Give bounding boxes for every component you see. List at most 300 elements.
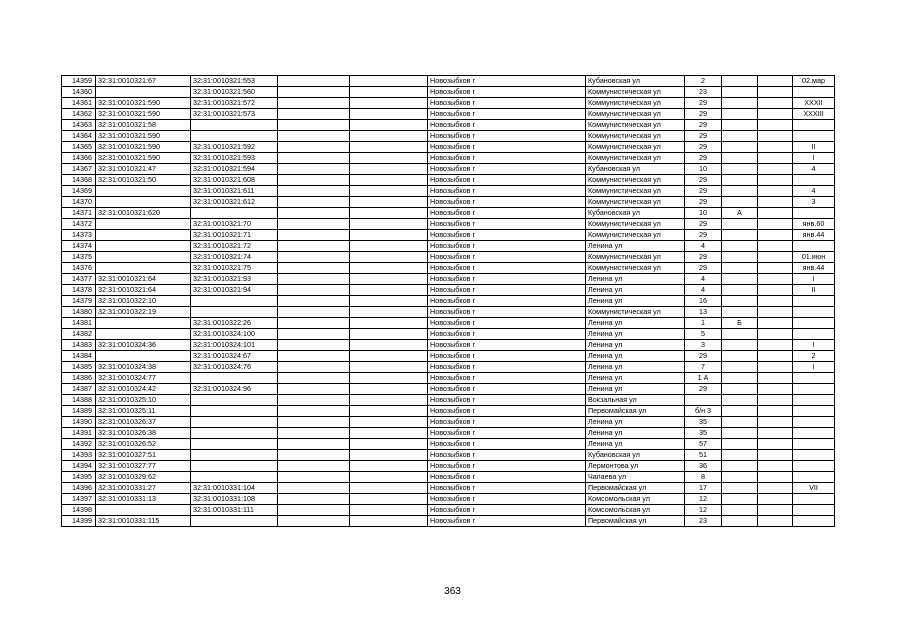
table-row	[62, 307, 835, 318]
cell-blank-col-4	[278, 109, 350, 120]
table-row	[62, 274, 835, 285]
cell-house-number: 2	[685, 76, 722, 87]
cell-room-number: II	[793, 142, 835, 153]
cell-house-letter	[722, 450, 758, 461]
cell-cadastral-number: 32:31:0010326:52	[96, 439, 191, 450]
cell-building-cadastral-number: 32:31:0010321:594	[191, 164, 278, 175]
cell-blank-col-4	[278, 329, 350, 340]
table-row	[62, 142, 835, 153]
cell-record-number: 14382	[62, 329, 96, 340]
cell-house-letter	[722, 406, 758, 417]
cell-blank-col-4	[278, 384, 350, 395]
cell-building-number	[758, 175, 793, 186]
cell-building-cadastral-number	[191, 395, 278, 406]
cell-cadastral-number	[96, 318, 191, 329]
cell-settlement: Новозыбков г	[428, 329, 586, 340]
cell-house-letter	[722, 175, 758, 186]
cell-street: Кубановская ул	[586, 164, 685, 175]
cell-blank-col-5	[350, 428, 428, 439]
cell-street: Ленина ул	[586, 285, 685, 296]
cell-building-number	[758, 76, 793, 87]
cell-blank-col-4	[278, 131, 350, 142]
table-row	[62, 76, 835, 87]
cell-building-number	[758, 483, 793, 494]
cell-house-number: 4	[685, 241, 722, 252]
cell-street: Комсомольская ул	[586, 494, 685, 505]
cell-street: Первомайская ул	[586, 406, 685, 417]
cell-house-number: 10	[685, 208, 722, 219]
table-row	[62, 428, 835, 439]
cell-room-number	[793, 87, 835, 98]
cell-blank-col-5	[350, 362, 428, 373]
cell-house-letter	[722, 87, 758, 98]
cell-building-number	[758, 153, 793, 164]
cell-blank-col-4	[278, 175, 350, 186]
cell-cadastral-number: 32:31:0010326:37	[96, 417, 191, 428]
cell-street: Ленина ул	[586, 351, 685, 362]
cell-room-number	[793, 505, 835, 516]
table-row	[62, 153, 835, 164]
cell-room-number: 01.июн	[793, 252, 835, 263]
cell-cadastral-number: 32:31:0010324:38	[96, 362, 191, 373]
cell-cadastral-number: 32:31:0010321:50	[96, 175, 191, 186]
cell-settlement: Новозыбков г	[428, 175, 586, 186]
cell-blank-col-4	[278, 230, 350, 241]
cell-building-cadastral-number: 32:31:0010321:612	[191, 197, 278, 208]
cell-street: Ленина ул	[586, 340, 685, 351]
cell-building-cadastral-number: 32:31:0010321:592	[191, 142, 278, 153]
table-row	[62, 230, 835, 241]
cell-building-cadastral-number: 32:31:0010321:71	[191, 230, 278, 241]
cell-house-number: 57	[685, 439, 722, 450]
table-row	[62, 197, 835, 208]
cell-cadastral-number: 32:31:0010321:67	[96, 76, 191, 87]
cell-blank-col-5	[350, 329, 428, 340]
cell-settlement: Новозыбков г	[428, 98, 586, 109]
cell-cadastral-number: 32:31:0010321:590	[96, 153, 191, 164]
cell-blank-col-5	[350, 450, 428, 461]
cell-record-number: 14365	[62, 142, 96, 153]
cell-blank-col-5	[350, 406, 428, 417]
cell-building-number	[758, 142, 793, 153]
cell-blank-col-5	[350, 296, 428, 307]
cell-record-number: 14364	[62, 131, 96, 142]
cell-blank-col-5	[350, 252, 428, 263]
table-row	[62, 384, 835, 395]
cell-house-number: 4	[685, 285, 722, 296]
cell-building-cadastral-number: 32:31:0010321:75	[191, 263, 278, 274]
cell-blank-col-5	[350, 120, 428, 131]
cell-blank-col-5	[350, 98, 428, 109]
cell-house-letter	[722, 329, 758, 340]
cell-building-number	[758, 373, 793, 384]
cell-settlement: Новозыбков г	[428, 307, 586, 318]
cell-blank-col-4	[278, 153, 350, 164]
cell-house-number: 29	[685, 219, 722, 230]
table-row	[62, 406, 835, 417]
cell-cadastral-number: 32:31:0010322:10	[96, 296, 191, 307]
cell-building-cadastral-number	[191, 120, 278, 131]
cell-settlement: Новозыбков г	[428, 450, 586, 461]
cell-record-number: 14359	[62, 76, 96, 87]
table-row	[62, 362, 835, 373]
cell-record-number: 14396	[62, 483, 96, 494]
cell-record-number: 14371	[62, 208, 96, 219]
cell-building-number	[758, 120, 793, 131]
cell-blank-col-4	[278, 208, 350, 219]
cell-cadastral-number: 32:31:0010324:77	[96, 373, 191, 384]
cell-blank-col-5	[350, 87, 428, 98]
cell-blank-col-4	[278, 252, 350, 263]
cell-settlement: Новозыбков г	[428, 109, 586, 120]
cell-building-number	[758, 428, 793, 439]
cell-room-number: янв.44	[793, 263, 835, 274]
cell-house-number: 10	[685, 164, 722, 175]
cell-blank-col-4	[278, 197, 350, 208]
cell-building-number	[758, 109, 793, 120]
cell-building-number	[758, 351, 793, 362]
cell-record-number: 14398	[62, 505, 96, 516]
cell-record-number: 14370	[62, 197, 96, 208]
cell-building-cadastral-number: 32:31:0010321:593	[191, 153, 278, 164]
cell-house-number: 29	[685, 131, 722, 142]
cell-street: Ленина ул	[586, 318, 685, 329]
cell-house-letter	[722, 483, 758, 494]
cell-blank-col-4	[278, 373, 350, 384]
table-row	[62, 329, 835, 340]
cell-street: Коммунистическая ул	[586, 197, 685, 208]
cell-record-number: 14394	[62, 461, 96, 472]
cell-house-letter	[722, 186, 758, 197]
cell-house-letter: Б	[722, 318, 758, 329]
cell-record-number: 14390	[62, 417, 96, 428]
cell-settlement: Новозыбков г	[428, 274, 586, 285]
cell-street: Ленина ул	[586, 274, 685, 285]
table-row	[62, 164, 835, 175]
cell-settlement: Новозыбков г	[428, 417, 586, 428]
cell-building-number	[758, 461, 793, 472]
cell-cadastral-number: 32:31:0010327:51	[96, 450, 191, 461]
cell-room-number: II	[793, 285, 835, 296]
cell-house-letter	[722, 417, 758, 428]
cell-cadastral-number	[96, 241, 191, 252]
cell-house-letter	[722, 98, 758, 109]
cell-cadastral-number: 32:31:0010321:590	[96, 109, 191, 120]
cell-building-cadastral-number: 32:31:0010321:573	[191, 109, 278, 120]
cell-building-number	[758, 296, 793, 307]
cell-house-number: 29	[685, 175, 722, 186]
cell-room-number	[793, 120, 835, 131]
cell-room-number: янв.44	[793, 230, 835, 241]
cell-blank-col-5	[350, 153, 428, 164]
table-row	[62, 340, 835, 351]
cell-street: Коммунистическая ул	[586, 175, 685, 186]
cell-blank-col-5	[350, 472, 428, 483]
cell-building-cadastral-number	[191, 296, 278, 307]
cell-blank-col-5	[350, 274, 428, 285]
cell-record-number: 14391	[62, 428, 96, 439]
cell-record-number: 14362	[62, 109, 96, 120]
cell-settlement: Новозыбков г	[428, 516, 586, 527]
cell-street: Лермонтова ул	[586, 461, 685, 472]
cell-house-letter	[722, 76, 758, 87]
cell-cadastral-number: 32:31:0010325:11	[96, 406, 191, 417]
cell-room-number	[793, 131, 835, 142]
cell-building-number	[758, 505, 793, 516]
cell-house-letter	[722, 274, 758, 285]
table-row	[62, 120, 835, 131]
cell-house-number: 29	[685, 186, 722, 197]
cell-record-number: 14392	[62, 439, 96, 450]
cell-blank-col-5	[350, 186, 428, 197]
table-row	[62, 109, 835, 120]
cell-room-number	[793, 241, 835, 252]
cell-blank-col-5	[350, 395, 428, 406]
cell-blank-col-4	[278, 164, 350, 175]
cell-blank-col-4	[278, 483, 350, 494]
cell-building-cadastral-number: 32:31:0010331:111	[191, 505, 278, 516]
table-row	[62, 131, 835, 142]
cell-building-number	[758, 406, 793, 417]
cell-house-number: 36	[685, 461, 722, 472]
cell-blank-col-4	[278, 87, 350, 98]
cell-building-cadastral-number: 32:31:0010321:70	[191, 219, 278, 230]
cell-building-cadastral-number	[191, 208, 278, 219]
cell-building-number	[758, 208, 793, 219]
cell-settlement: Новозыбков г	[428, 208, 586, 219]
cell-record-number: 14361	[62, 98, 96, 109]
cadastral-table	[61, 75, 835, 527]
cell-settlement: Новозыбков г	[428, 186, 586, 197]
cell-building-number	[758, 516, 793, 527]
table-row	[62, 505, 835, 516]
cell-blank-col-4	[278, 406, 350, 417]
cell-room-number	[793, 307, 835, 318]
cell-building-cadastral-number: 32:31:0010321:72	[191, 241, 278, 252]
cell-blank-col-4	[278, 307, 350, 318]
cell-house-number: 3	[685, 340, 722, 351]
cell-cadastral-number: 32:31:0010321:590	[96, 142, 191, 153]
cell-street: Коммунистическая ул	[586, 87, 685, 98]
cell-record-number: 14374	[62, 241, 96, 252]
cell-settlement: Новозыбков г	[428, 87, 586, 98]
cell-cadastral-number: 32:31:0010321:64	[96, 274, 191, 285]
cell-street: Ленина ул	[586, 417, 685, 428]
cell-blank-col-4	[278, 241, 350, 252]
table-row	[62, 351, 835, 362]
cell-house-letter	[722, 153, 758, 164]
cell-room-number	[793, 329, 835, 340]
cell-settlement: Новозыбков г	[428, 395, 586, 406]
cell-room-number	[793, 494, 835, 505]
cell-room-number	[793, 318, 835, 329]
cell-settlement: Новозыбков г	[428, 142, 586, 153]
cell-street: Коммунистическая ул	[586, 252, 685, 263]
cell-record-number: 14399	[62, 516, 96, 527]
cell-building-cadastral-number	[191, 472, 278, 483]
cell-building-cadastral-number: 32:31:0010324:100	[191, 329, 278, 340]
cell-building-number	[758, 98, 793, 109]
cell-settlement: Новозыбков г	[428, 428, 586, 439]
cell-house-number	[685, 395, 722, 406]
cell-house-letter	[722, 373, 758, 384]
cell-blank-col-5	[350, 197, 428, 208]
cell-blank-col-5	[350, 461, 428, 472]
cell-cadastral-number: 32:31:0010331:27	[96, 483, 191, 494]
cell-settlement: Новозыбков г	[428, 494, 586, 505]
cell-house-number: б/н 3	[685, 406, 722, 417]
cell-room-number: 02.мар	[793, 76, 835, 87]
cell-blank-col-5	[350, 439, 428, 450]
cell-building-number	[758, 219, 793, 230]
cell-house-number: 29	[685, 197, 722, 208]
cell-house-number: 35	[685, 428, 722, 439]
cell-house-letter	[722, 395, 758, 406]
cell-street: Коммунистическая ул	[586, 120, 685, 131]
cell-cadastral-number	[96, 252, 191, 263]
cell-street: Комсомольская ул	[586, 505, 685, 516]
cell-street: Коммунистическая ул	[586, 98, 685, 109]
cell-settlement: Новозыбков г	[428, 120, 586, 131]
cell-blank-col-5	[350, 263, 428, 274]
cell-settlement: Новозыбков г	[428, 461, 586, 472]
cell-room-number	[793, 461, 835, 472]
cell-building-cadastral-number	[191, 450, 278, 461]
cell-building-cadastral-number	[191, 439, 278, 450]
cell-blank-col-4	[278, 362, 350, 373]
cell-blank-col-4	[278, 351, 350, 362]
cell-building-number	[758, 307, 793, 318]
cell-house-letter	[722, 516, 758, 527]
cell-room-number	[793, 208, 835, 219]
cell-building-number	[758, 241, 793, 252]
cell-street: Ленина ул	[586, 439, 685, 450]
cell-street: Чапаева ул	[586, 472, 685, 483]
table-row	[62, 461, 835, 472]
cell-blank-col-4	[278, 296, 350, 307]
cell-room-number	[793, 175, 835, 186]
cell-room-number	[793, 384, 835, 395]
cell-cadastral-number: 32:31:0010321:47	[96, 164, 191, 175]
cell-street: Коммунистическая ул	[586, 230, 685, 241]
cell-house-number: 4	[685, 274, 722, 285]
cell-building-number	[758, 252, 793, 263]
table-row	[62, 252, 835, 263]
table-row	[62, 494, 835, 505]
cell-record-number: 14369	[62, 186, 96, 197]
cell-cadastral-number: 32:31:0010321:64	[96, 285, 191, 296]
cell-street: Ленина ул	[586, 362, 685, 373]
cell-settlement: Новозыбков г	[428, 483, 586, 494]
cell-cadastral-number: 32:31:0010321:58	[96, 120, 191, 131]
cell-street: Коммунистическая ул	[586, 142, 685, 153]
cell-settlement: Новозыбков г	[428, 351, 586, 362]
cell-house-number: 12	[685, 505, 722, 516]
cell-building-cadastral-number: 32:31:0010321:611	[191, 186, 278, 197]
cell-building-cadastral-number: 32:31:0010321:560	[191, 87, 278, 98]
cell-building-cadastral-number	[191, 307, 278, 318]
cell-cadastral-number: 32:31:0010329:62	[96, 472, 191, 483]
cell-building-cadastral-number	[191, 516, 278, 527]
cell-room-number: XXXIII	[793, 109, 835, 120]
cell-blank-col-4	[278, 417, 350, 428]
cell-building-number	[758, 285, 793, 296]
cell-street: Ленина ул	[586, 329, 685, 340]
cell-blank-col-5	[350, 241, 428, 252]
cell-settlement: Новозыбков г	[428, 296, 586, 307]
cell-cadastral-number: 32:31:0010321:590	[96, 98, 191, 109]
table-row	[62, 175, 835, 186]
cell-room-number	[793, 406, 835, 417]
cell-record-number: 14378	[62, 285, 96, 296]
cell-cadastral-number	[96, 87, 191, 98]
cell-record-number: 14367	[62, 164, 96, 175]
cell-house-number: 51	[685, 450, 722, 461]
cell-house-letter: А	[722, 208, 758, 219]
cell-building-number	[758, 186, 793, 197]
cell-settlement: Новозыбков г	[428, 230, 586, 241]
cell-room-number	[793, 428, 835, 439]
cell-settlement: Новозыбков г	[428, 131, 586, 142]
table-row	[62, 208, 835, 219]
cell-blank-col-4	[278, 285, 350, 296]
cell-room-number: I	[793, 274, 835, 285]
cell-room-number	[793, 296, 835, 307]
cell-street: Ленина ул	[586, 296, 685, 307]
cell-house-number: 29	[685, 252, 722, 263]
cell-blank-col-5	[350, 219, 428, 230]
cell-street: Кубановская ул	[586, 208, 685, 219]
cell-room-number: янв.60	[793, 219, 835, 230]
cell-building-cadastral-number: 32:31:0010322:26	[191, 318, 278, 329]
cell-house-letter	[722, 307, 758, 318]
cell-street: Коммунистическая ул	[586, 153, 685, 164]
cell-room-number: I	[793, 153, 835, 164]
cell-settlement: Новозыбков г	[428, 263, 586, 274]
cell-settlement: Новозыбков г	[428, 318, 586, 329]
cell-house-letter	[722, 351, 758, 362]
cell-room-number	[793, 472, 835, 483]
table-row	[62, 417, 835, 428]
cell-record-number: 14381	[62, 318, 96, 329]
cell-room-number	[793, 439, 835, 450]
cell-cadastral-number	[96, 329, 191, 340]
cell-blank-col-4	[278, 219, 350, 230]
cell-record-number: 14372	[62, 219, 96, 230]
cell-building-cadastral-number	[191, 373, 278, 384]
cell-cadastral-number	[96, 197, 191, 208]
cell-record-number: 14393	[62, 450, 96, 461]
cell-room-number: I	[793, 362, 835, 373]
cell-blank-col-4	[278, 98, 350, 109]
cell-building-number	[758, 230, 793, 241]
cell-street: Кубановская ул	[586, 76, 685, 87]
cell-blank-col-4	[278, 439, 350, 450]
cell-building-cadastral-number	[191, 406, 278, 417]
cell-building-cadastral-number: 32:31:0010324:76	[191, 362, 278, 373]
cell-record-number: 14395	[62, 472, 96, 483]
cell-building-cadastral-number	[191, 461, 278, 472]
cell-street: Ленина ул	[586, 428, 685, 439]
cell-building-number	[758, 494, 793, 505]
cell-room-number: 3	[793, 197, 835, 208]
cell-blank-col-5	[350, 285, 428, 296]
cell-blank-col-5	[350, 164, 428, 175]
cell-house-letter	[722, 263, 758, 274]
cell-house-letter	[722, 296, 758, 307]
cell-building-number	[758, 164, 793, 175]
table-row	[62, 318, 835, 329]
